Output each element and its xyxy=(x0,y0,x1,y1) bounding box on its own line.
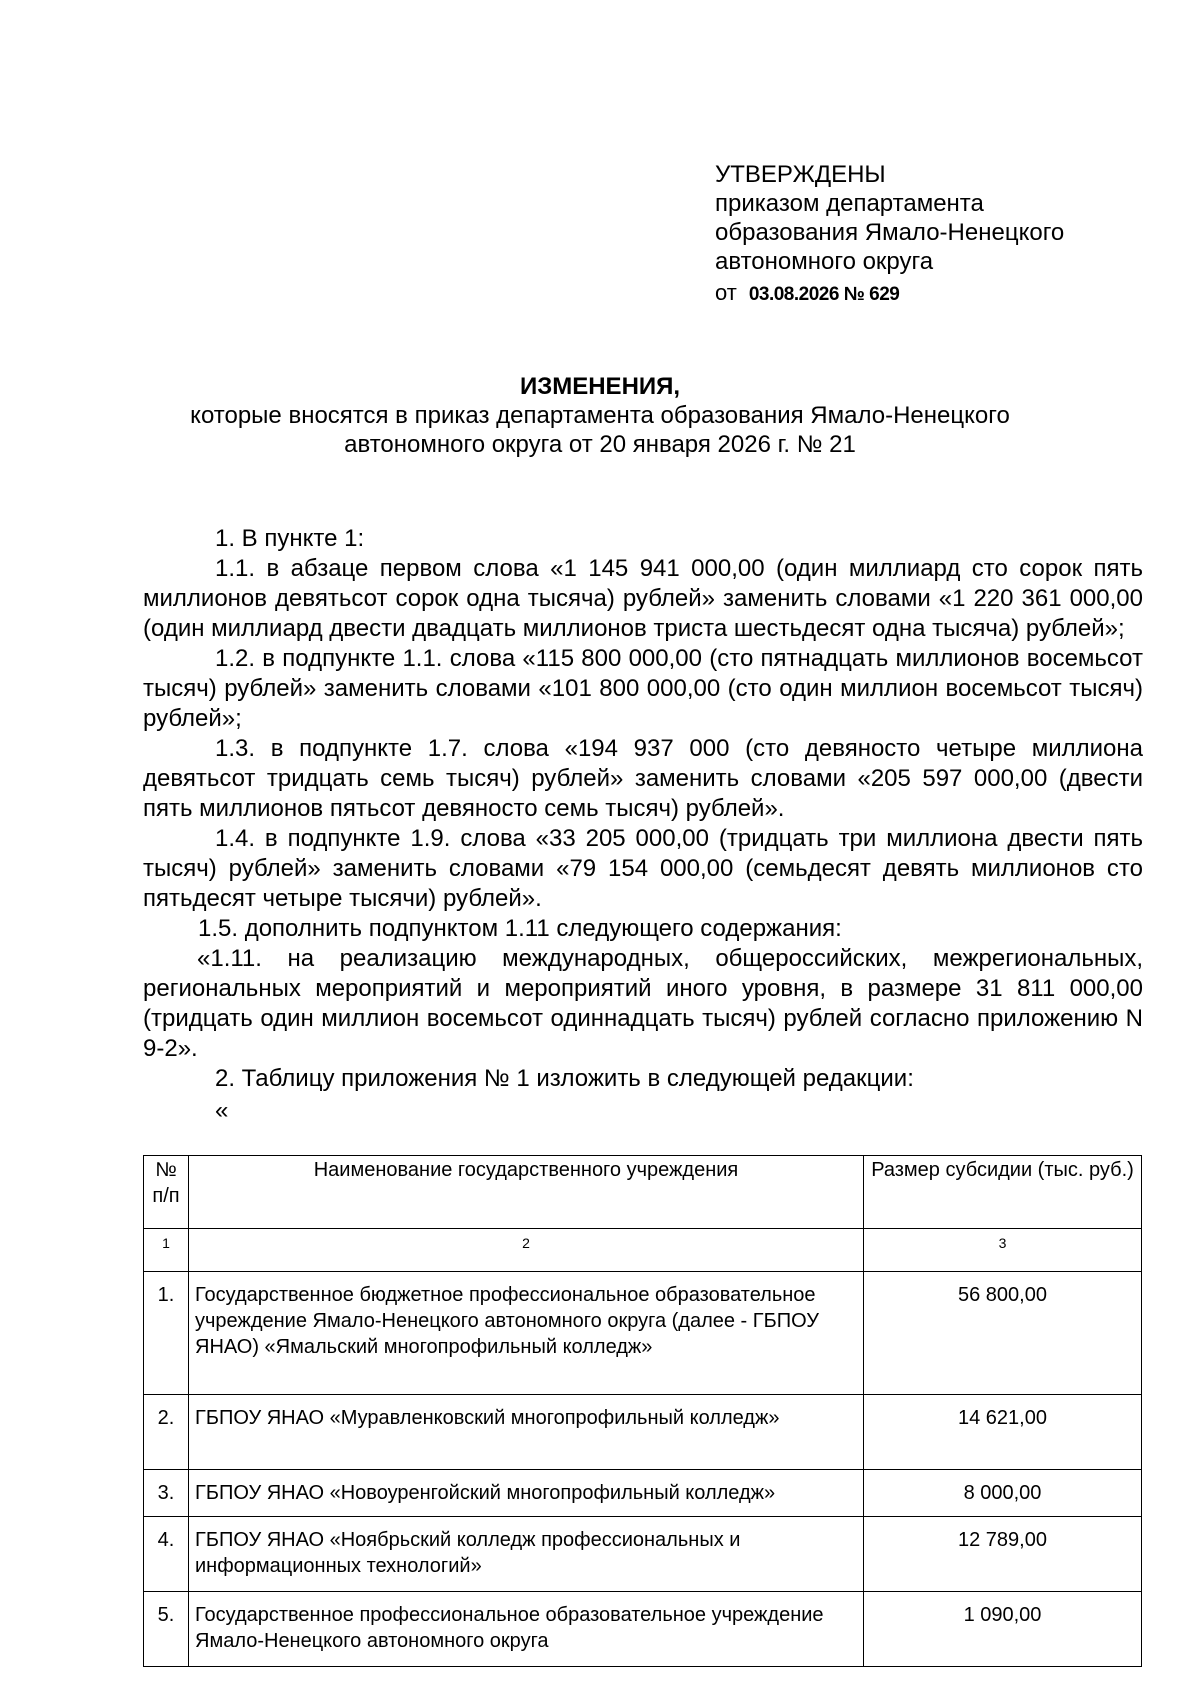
table-row xyxy=(144,1592,1142,1667)
paragraph-1-4: 1.4. в подпункте 1.9. слова «33 205 000,00 (тридцать три миллиона двести пять тысяч) рублей» заменить словами «79 154 000,00 (семьдесят девять миллионов сто пятьдесят четыре тысячи) рублей». xyxy=(143,825,1143,912)
paragraph-1-3: 1.3. в подпункте 1.7. слова «194 937 000 (сто девяносто четыре миллиона девятьсот тридцать семь тысяч) рублей» заменить словами «205 597 000,00 (двести пять миллионов пятьсот девяносто семь тысяч) рублей». xyxy=(143,735,1143,822)
table-row xyxy=(144,1395,1142,1470)
index-cell: 1 xyxy=(144,1229,189,1272)
row-num: 4. xyxy=(144,1517,189,1592)
row-num: 1. xyxy=(144,1272,189,1395)
row-sum: 14 621,00 xyxy=(864,1395,1142,1470)
order-date-number: 03.08.2026 № 629 xyxy=(748,284,900,305)
approval-title: УТВЕРЖДЕНЫ xyxy=(715,161,886,188)
row-num: 5. xyxy=(144,1592,189,1667)
header-sum: Размер субсидии (тыс. руб.) xyxy=(864,1156,1142,1229)
row-sum: 12 789,00 xyxy=(864,1517,1142,1592)
paragraph-1: 1. В пункте 1: xyxy=(215,525,365,552)
row-name: Государственное профессиональное образовательное учреждение Ямало-Ненецкого автономного округа xyxy=(189,1592,864,1667)
header-num: № п/п xyxy=(144,1156,189,1229)
approval-line: образования Ямало-Ненецкого xyxy=(715,219,1065,246)
approval-line: автономного округа xyxy=(715,248,934,275)
paragraph-1-1: 1.1. в абзаце первом слова «1 145 941 000,00 (один миллиард сто сорок пять миллионов девятьсот сорок одна тысяча) рублей» заменить словами «1 220 361 000,00 (один миллиард двести двадцать миллионов триста шестьдесят одна тысяча) рублей»; xyxy=(143,555,1143,642)
title-subtitle-line: автономного округа от 20 января 2026 г. № 21 xyxy=(344,431,856,458)
row-name: ГБПОУ ЯНАО «Муравленковский многопрофильный колледж» xyxy=(189,1395,864,1470)
row-name: Государственное бюджетное профессиональное образовательное учреждение Ямало-Ненецкого автономного округа (далее - ГБПОУ ЯНАО) «Ямальский многопрофильный колледж» xyxy=(189,1272,864,1395)
approval-line: приказом департамента xyxy=(715,190,984,217)
document-title xyxy=(0,372,1200,459)
paragraph-1-11: «1.11. на реализацию международных, общероссийских, межрегиональных, региональных мероприятий и мероприятий иного уровня, в размере 31 811 000,00 (тридцать один миллион восемьсот одиннадцать тысяч) рублей согласно приложению N 9-2». xyxy=(143,945,1143,1062)
row-sum: 8 000,00 xyxy=(864,1470,1142,1517)
approval-block xyxy=(715,160,1064,309)
row-sum: 56 800,00 xyxy=(864,1272,1142,1395)
paragraph-1-2: 1.2. в подпункте 1.1. слова «115 800 000,00 (сто пятнадцать миллионов восемьсот тысяч) рублей» заменить словами «101 800 000,00 (сто один миллион восемьсот тысяч) рублей»; xyxy=(143,645,1143,732)
table-index-row xyxy=(144,1229,1142,1272)
row-name: ГБПОУ ЯНАО «Новоуренгойский многопрофильный колледж» xyxy=(189,1470,864,1517)
row-sum: 1 090,00 xyxy=(864,1592,1142,1667)
date-prefix: от xyxy=(715,280,737,305)
subsidy-table xyxy=(143,1155,1142,1667)
title-subtitle-line: которые вносятся в приказ департамента образования Ямало-Ненецкого xyxy=(190,402,1010,429)
approval-date xyxy=(715,278,1064,309)
table-row xyxy=(144,1517,1142,1592)
paragraph-2: 2. Таблицу приложения № 1 изложить в следующей редакции: xyxy=(215,1065,914,1092)
table-header-row xyxy=(144,1156,1142,1229)
index-cell: 3 xyxy=(864,1229,1142,1272)
row-name: ГБПОУ ЯНАО «Ноябрьский колледж профессиональных и информационных технологий» xyxy=(189,1517,864,1592)
title-heading: ИЗМЕНЕНИЯ, xyxy=(519,373,681,400)
row-num: 3. xyxy=(144,1470,189,1517)
quote-open-mark: « xyxy=(215,1097,229,1124)
index-cell: 2 xyxy=(189,1229,864,1272)
row-num: 2. xyxy=(144,1395,189,1470)
header-name: Наименование государственного учреждения xyxy=(189,1156,864,1229)
document-body xyxy=(143,524,1143,1126)
paragraph-1-5: 1.5. дополнить подпунктом 1.11 следующего содержания: xyxy=(198,915,842,942)
table-row xyxy=(144,1470,1142,1517)
table-row xyxy=(144,1272,1142,1395)
